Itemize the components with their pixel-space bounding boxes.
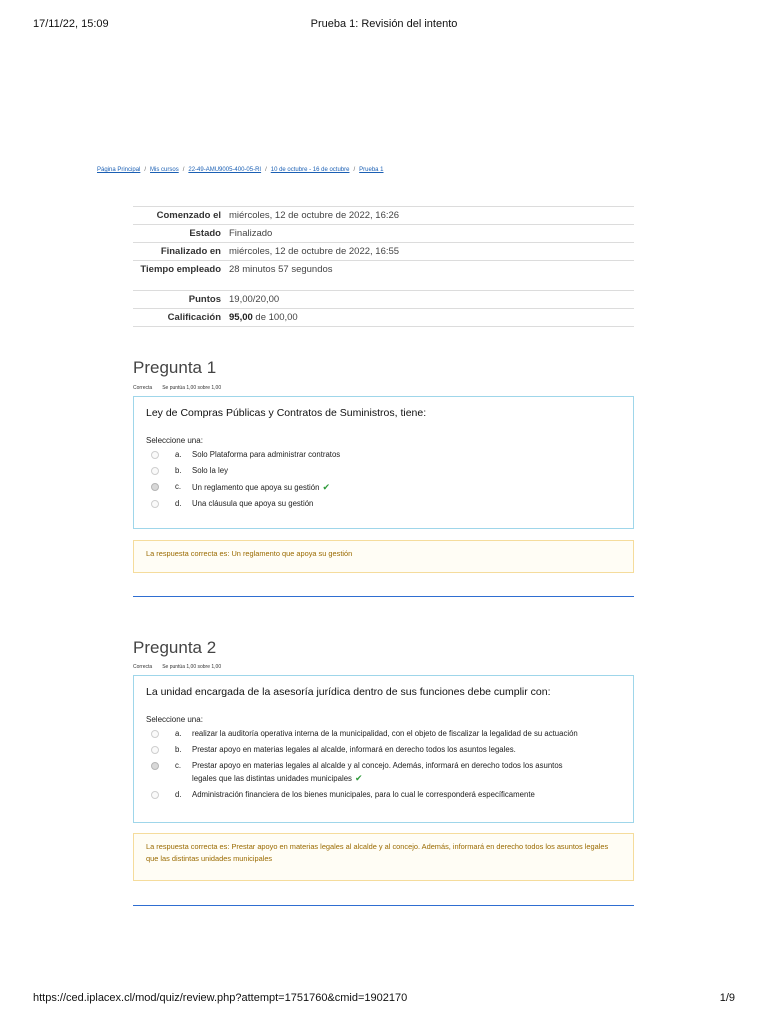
question-heading: Pregunta (133, 638, 202, 657)
question-2-feedback: La respuesta correcta es: Prestar apoyo en materias legales al alcalde y al concejo. Además, informará en derecho todos los asuntos legales que las distintas unidades municipales (133, 833, 634, 881)
question-score: Se puntúa 1,00 sobre 1,00 (162, 664, 222, 670)
question-text: La unidad encargada de la asesoría jurídica dentro de sus funciones debe cumplir con: (146, 686, 551, 698)
question-2-meta (133, 664, 221, 670)
print-datetime: 17/11/22, 15:09 (33, 18, 109, 30)
option-letter: b. (175, 745, 182, 754)
summary-value: 19,00/20,00 (225, 291, 634, 309)
question-2-box (133, 675, 634, 823)
question-1-box (133, 396, 634, 529)
breadcrumb-my-courses[interactable]: Mis cursos (150, 167, 179, 173)
option-text: Solo Plataforma para administrar contratos (192, 450, 341, 459)
summary-row-points (133, 291, 634, 309)
print-title: Prueba 1: Revisión del intento (310, 18, 458, 30)
option-letter: d. (175, 790, 182, 799)
question-text: Ley de Compras Públicas y Contratos de Suministros, tiene: (146, 407, 427, 419)
option-text: Un reglamento que apoya su gestión (192, 483, 320, 492)
summary-row-grade (133, 309, 634, 327)
question-number: 1 (206, 358, 217, 377)
option-letter: a. (175, 450, 182, 459)
answer-option-c[interactable] (146, 760, 621, 785)
answer-option-d[interactable] (146, 498, 621, 510)
attempt-summary-table (133, 206, 634, 327)
summary-label: Puntos (133, 291, 225, 309)
answer-option-a[interactable] (146, 728, 621, 740)
option-text: Prestar apoyo en materias legales al alcalde, informará en derecho todos los asuntos legales. (192, 745, 516, 754)
question-prompt: Seleccione una: (146, 436, 203, 445)
radio-button[interactable] (151, 746, 159, 754)
summary-value: miércoles, 12 de octubre de 2022, 16:55 (225, 243, 634, 261)
check-icon: ✔ (322, 482, 330, 492)
option-text: Prestar apoyo en materias legales al alcalde y al concejo. Además, informará en derecho todos los asuntos legales que las distintas unidades municipales (192, 761, 563, 783)
question-1-meta (133, 385, 221, 391)
print-url: https://ced.iplacex.cl/mod/quiz/review.php?attempt=1751760&cmid=1902170 (33, 992, 408, 1004)
question-heading: Pregunta (133, 358, 202, 377)
summary-value: Finalizado (225, 225, 634, 243)
breadcrumb-quiz[interactable]: Prueba 1 (359, 167, 384, 173)
question-1-feedback: La respuesta correcta es: Un reglamento que apoya su gestión (133, 540, 634, 573)
answer-option-c[interactable] (146, 481, 621, 494)
summary-label: Comenzado el (133, 207, 225, 225)
summary-value: miércoles, 12 de octubre de 2022, 16:26 (225, 207, 634, 225)
radio-button[interactable] (151, 730, 159, 738)
grade-max: de 100,00 (252, 312, 298, 323)
question-divider (133, 905, 634, 906)
question-status: Correcta (133, 385, 153, 391)
summary-label: Tiempo empleado (133, 261, 225, 291)
breadcrumb-separator: / (182, 167, 185, 173)
question-1-title (133, 358, 216, 378)
option-text: Administración financiera de los bienes municipales, para lo cual le corresponderá específicamente (192, 790, 535, 799)
breadcrumb (97, 167, 384, 173)
radio-button[interactable] (151, 467, 159, 475)
answer-option-a[interactable] (146, 449, 621, 461)
answer-option-d[interactable] (146, 789, 621, 801)
print-page-number: 1/9 (719, 992, 735, 1004)
question-score: Se puntúa 1,00 sobre 1,00 (162, 385, 222, 391)
question-number: 2 (206, 638, 217, 657)
check-icon: ✔ (354, 773, 363, 783)
summary-label: Estado (133, 225, 225, 243)
summary-row-finished (133, 243, 634, 261)
radio-button-selected[interactable] (151, 483, 159, 491)
grade-value: 95,00 (229, 312, 253, 323)
summary-row-time (133, 261, 634, 291)
question-2-title (133, 638, 216, 658)
radio-button[interactable] (151, 451, 159, 459)
summary-label: Finalizado en (133, 243, 225, 261)
radio-button-selected[interactable] (151, 762, 159, 770)
breadcrumb-separator: / (265, 167, 267, 173)
radio-button[interactable] (151, 500, 159, 508)
option-letter: a. (175, 729, 182, 738)
summary-value: 28 minutos 57 segundos (225, 261, 634, 291)
option-text: realizar la auditoría operativa interna de la municipalidad, con el objeto de fiscalizar la legalidad de su actuación (192, 729, 578, 738)
question-prompt: Seleccione una: (146, 715, 203, 724)
radio-button[interactable] (151, 791, 159, 799)
answer-option-b[interactable] (146, 744, 621, 756)
option-letter: c. (175, 761, 182, 770)
summary-label: Calificación (133, 309, 225, 327)
summary-value (225, 309, 634, 327)
breadcrumb-separator: / (353, 167, 356, 173)
breadcrumb-separator: / (144, 167, 147, 173)
breadcrumb-week[interactable]: 10 de octubre - 16 de octubre (270, 167, 350, 173)
option-text: Solo la ley (192, 466, 228, 475)
option-text: Una cláusula que apoya su gestión (192, 499, 314, 508)
summary-row-started (133, 207, 634, 225)
answer-option-b[interactable] (146, 465, 621, 477)
option-letter: d. (175, 499, 182, 508)
option-letter: c. (175, 482, 182, 491)
question-status: Correcta (133, 664, 153, 670)
breadcrumb-home[interactable]: Página Principal (97, 167, 141, 173)
breadcrumb-course[interactable]: 22-49-AMU9005-400-05-RI (188, 167, 262, 173)
summary-row-state (133, 225, 634, 243)
question-divider (133, 596, 634, 597)
option-letter: b. (175, 466, 182, 475)
